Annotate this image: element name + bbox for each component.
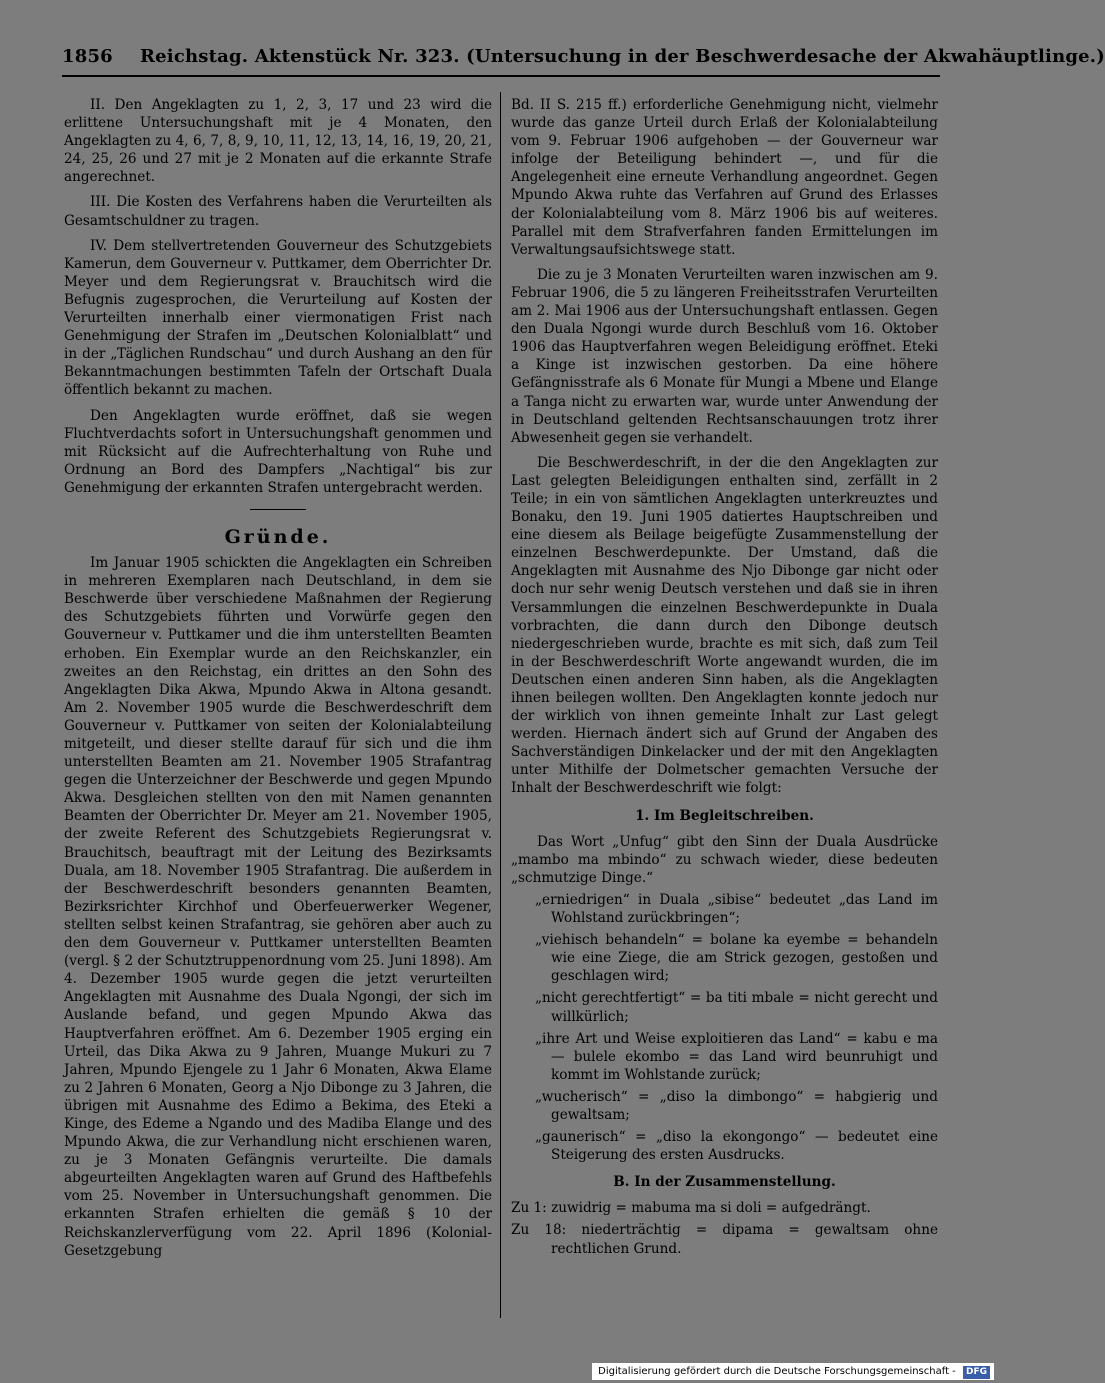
footer-text: Digitalisierung gefördert durch die Deutsche Forschungsgemeinschaft - — [598, 1366, 956, 1377]
paragraph: III. Die Kosten des Verfahrens haben die Verurteilten als Gesamtschuldner zu tragen. — [64, 194, 492, 229]
zu-item: Zu 18: niederträchtig = dipama = gewaltsam ohne rechtlichen Grund. — [511, 1222, 938, 1257]
quote-item: „erniedrigen“ in Duala „sibise“ bedeutet „das Land im Wohlstand zurückbringen“; — [535, 891, 938, 927]
header-rule — [62, 75, 940, 77]
paragraph: IV. Dem stellvertretenden Gouverneur des Schutzgebiets Kamerun, dem Gouverneur v. Puttkamer, dem Oberrichter Dr. Meyer und dem Regierungsrat v. Brauchitsch wird die Befugnis zugesprochen, die Verurteilung auf Kosten der Verurteilten innerhalb einer viermonatigen Frist nach Genehmigung der Strafen im „Deutschen Kolonialblatt“ und in der „Täglichen Rundschau“ und durch Aushang an den für Bekanntmachungen bestimmten Tafeln der Ortschaft Duala öffentlich bekannt zu machen. — [64, 237, 492, 399]
quote-item: „wucherisch“ = „diso la dimbongo“ = habgierig und gewaltsam; — [535, 1088, 938, 1123]
section-heading-begleitschreiben: 1. Im Begleitschreiben. — [635, 807, 814, 824]
section-heading-zusammenstellung: B. In der Zusammenstellung. — [613, 1174, 836, 1191]
quote-item: „viehisch behandeln“ = bolane ka eyembe = behandeln wie eine Ziege, die am Strick gezogen, gestoßen und geschlagen wird; — [535, 932, 938, 985]
page-number: 1856 — [62, 46, 113, 67]
left-column — [64, 96, 492, 1260]
section-separator — [250, 509, 306, 510]
column-divider — [500, 92, 501, 1318]
paragraph: Im Januar 1905 schickten die Angeklagten ein Schreiben in mehreren Exemplaren nach Deutschland, in dem sie Beschwerde über verschiedene Maßnahmen der Regierung des Schutzgebiets führten und Vorwürfe gegen den Gouverneur v. Puttkamer und die ihm unterstellten Beamten erhoben. Ein Exemplar wurde an den Reichskanzler, ein zweites an den Reichstag, ein drittes an den Sohn des Angeklagten Dika Akwa, Mpundo Akwa in Altona gesandt. Am 2. November 1905 wurde die Beschwerdeschrift dem Gouverneur v. Puttkamer von seiten der Kolonialabteilung mitgeteilt, und dieser stellte darauf für sich und die ihm unterstellten Beamten am 21. November 1905 Strafantrag gegen die Unterzeichner der Beschwerde und gegen Mpundo Akwa. Desgleichen stellten von den mit Namen genannten Beamten der Oberrichter Dr. Meyer am 21. November 1905, der zweite Referent des Schutzgebiets Regierungsrat v. Brauchitsch, beauftragt mit der Leitung des Bezirksamts Duala, am 18. November 1905 Strafantrag. Die außerdem in der Beschwerdeschrift besonders genannten Beamten, Bezirksrichter Kirchhof und Oberfeuerwerker Wegener, stellten selbst keinen Strafantrag, sie gehören aber auch zu den dem Gouverneur v. Puttkamer unterstellten Beamten (vergl. § 2 der Schutztruppenordnung vom 25. Juni 1898). Am 4. Dezember 1905 wurde gegen die jetzt verurteilten Angeklagten mit Ausnahme des Duala Ngongi, der sich im Auslande befand, und gegen Mpundo Akwa das Hauptverfahren eröffnet. Am 6. Dezember 1905 erging ein Urteil, das Dika Akwa zu 9 Jahren, Muange Mukuri zu 7 Jahren, Mpundo Ejengele zu 1 Jahr 6 Monaten, Akwa Elame zu 2 Jahren 6 Monaten, Georg a Njo Dibonge zu 3 Jahren, die übrigen mit Ausnahme des Edimo a Bekima, des Eteki a Kinge, des Edeme a Ngando und des Madiba Elange und des Mpundo Akwa, die zur Verhandlung nicht erschienen waren, zu je 3 Monaten Gefängnis verurteilte. Die damals abgeurteilten Angeklagten waren auf Grund des Haftbefehls vom 25. November in Untersuchungshaft genommen. Die erkannten Strafen erhielten die gemäß § 10 der Reichskanzlerverfügung vom 22. April 1896 (Kolonial-Gesetzgebung — [64, 555, 492, 1259]
section-heading-gruende: Gründe. — [224, 525, 332, 548]
quote-item: „gaunerisch“ = „diso la ekongongo“ — bedeutet eine Steigerung des ersten Ausdrucks. — [535, 1129, 938, 1164]
paragraph: Das Wort „Unfug“ gibt den Sinn der Duala Ausdrücke „mambo ma mbindo“ zu schwach wieder, diese bedeuten „schmutzige Dinge.“ — [511, 833, 938, 886]
footer-credit — [592, 1363, 994, 1380]
paragraph: Die zu je 3 Monaten Verurteilten waren inzwischen am 9. Februar 1906, die 5 zu längeren Freiheitsstrafen Verurteilten am 2. Mai 1906 aus der Untersuchungshaft entlassen. Gegen den Duala Ngongi wurde durch Beschluß vom 16. Oktober 1906 das Hauptverfahren wegen Beleidigung eröffnet. Eteki a Kinge ist inzwischen gestorben. Da eine höhere Gefängnisstrafe als 6 Monate für Mungi a Mbene und Elange a Tanga nicht zu erwarten war, wurde unter Anwendung der in Deutschland geltenden Rechtsanschauungen trotz ihrer Abwesenheit gegen sie verhandelt. — [511, 266, 938, 446]
header-title: Reichstag. Aktenstück Nr. 323. (Untersuchung in der Beschwerdesache der Akwahäuptlinge.) — [140, 46, 1105, 67]
zu-item: Zu 1: zuwidrig = mabuma ma si doli = aufgedrängt. — [511, 1200, 871, 1217]
paragraph: Bd. II S. 215 ff.) erforderliche Genehmigung nicht, vielmehr wurde das ganze Urteil durch Erlaß der Kolonialabteilung vom 9. Februar 1906 aufgehoben — der Gouverneur war infolge der Beteiligung behindert —, und für die Angelegenheit eine erneute Verhandlung angeordnet. Gegen Mpundo Akwa ruhte das Verfahren auf Grund des Erlasses der Kolonialabteilung vom 8. März 1906 bis auf weiteres. Parallel mit dem Strafverfahren fanden Ermittelungen im Verwaltungsaufsichtswege statt. — [511, 97, 938, 258]
paragraph: Den Angeklagten wurde eröffnet, daß sie wegen Fluchtverdachts sofort in Untersuchungshaft genommen und mit Rücksicht auf die Aufrechterhaltung von Ruhe und Ordnung an Bord des Dampfers „Nachtigal“ bis zur Genehmigung der erkannten Strafen untergebracht werden. — [64, 407, 492, 496]
dfg-logo: DFG — [963, 1366, 990, 1379]
paragraph: Die Beschwerdeschrift, in der die den Angeklagten zur Last gelegten Beleidigungen enthalten sind, zerfällt in 2 Teile; in ein von sämtlichen Angeklagten unterkreuztes und Bonaku, den 19. Juni 1905 datiertes Hauptschreiben und eine diesem als Beilage beigefügte Zusammenstellung der einzelnen Beschwerdepunkte. Der Umstand, daß die Angeklagten mit Ausnahme des Njo Dibonge gar nicht oder doch nur sehr wenig Deutsch verstehen und daß sie in ihren Versammlungen die einzelnen Beschwerdepunkte in Duala vorbrachten, die dann durch den Dibonge deutsch niedergeschrieben wurde, brachte es mit sich, daß zum Teil in der Beschwerdeschrift Worte angewandt wurden, die im Deutschen einen anderen Sinn haben, als die Angeklagten ihnen beilegen wollten. Den Angeklagten konnte jedoch nur der wirklich von ihnen gemeinte Inhalt zur Last gelegt werden. Hiernach ändert sich auf Grund der Angaben des Sachverständigen Dinkelacker und der mit den Angeklagten unter Mithilfe der Dolmetscher gemachten Versuche der Inhalt der Beschwerdeschrift wie folgt: — [511, 454, 938, 797]
paragraph: II. Den Angeklagten zu 1, 2, 3, 17 und 23 wird die erlittene Untersuchungshaft mit je 4 Monaten, den Angeklagten zu 4, 6, 7, 8, 9, 10, 11, 12, 13, 14, 16, 19, 20, 21, 24, 25, 26 und 27 mit je 2 Monaten auf die erkannte Strafe angerechnet. — [64, 97, 492, 186]
page-header — [62, 46, 1105, 74]
quote-item: „ihre Art und Weise exploitieren das Land“ = kabu e ma — bulele ekombo = das Land wird beunruhigt und kommt im Wohlstande zurück; — [535, 1030, 938, 1083]
right-column — [511, 96, 938, 1258]
quote-item: „nicht gerechtfertigt“ = ba titi mbale = nicht gerecht und willkürlich; — [535, 990, 938, 1025]
